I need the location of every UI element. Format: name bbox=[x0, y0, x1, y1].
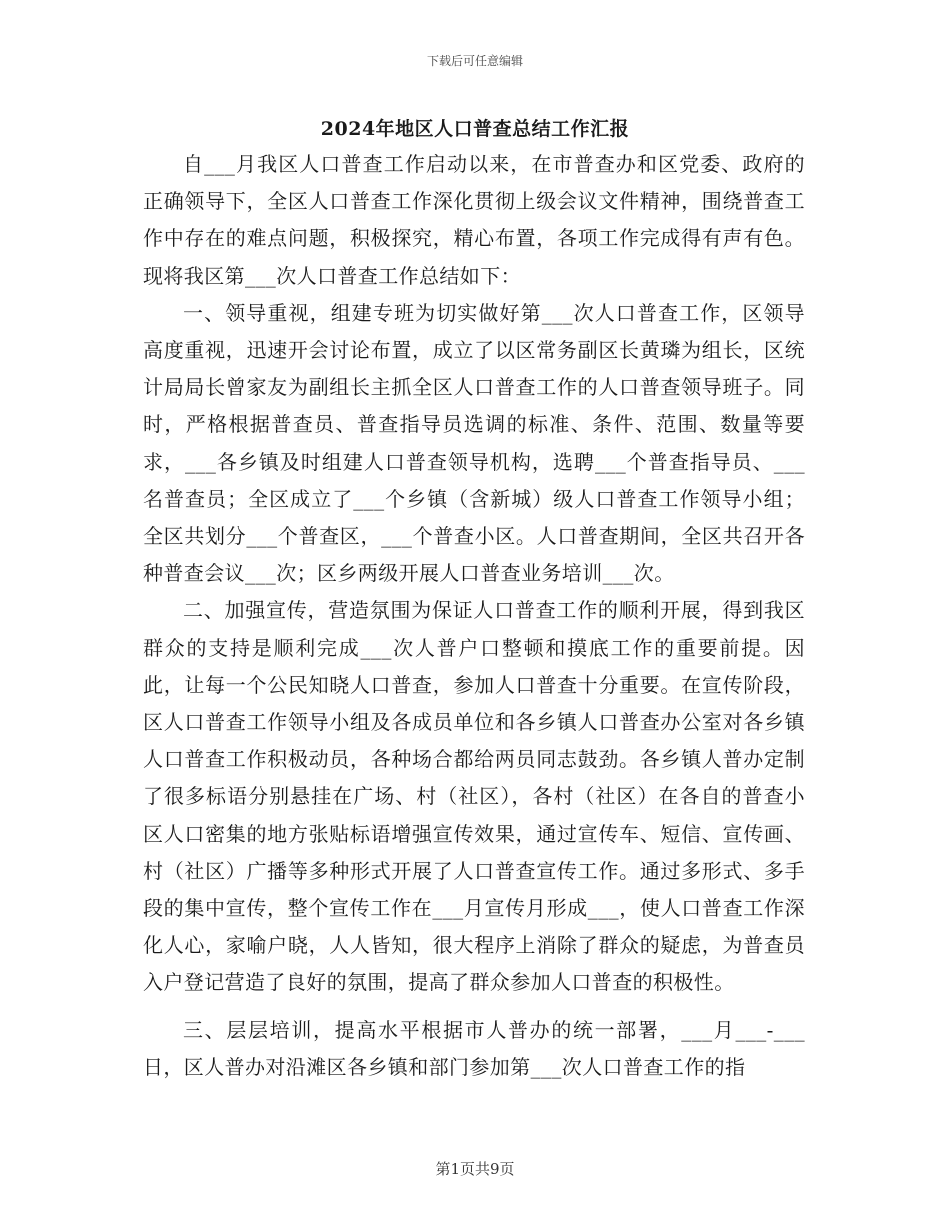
paragraph-intro: 自___月我区人口普查工作启动以来，在市普查办和区党委、政府的正确领导下，全区人口普查工作深化贯彻上级会议文件精神，围绕普查工作中存在的难点问题，积极探究，精心布置，各项工作完成得有声有色。现将我区第___次人口普查工作总结如下： bbox=[143, 152, 805, 288]
paragraph-publicity: 二、加强宣传，营造氛围为保证人口普查工作的顺利开展，得到我区群众的支持是顺利完成___次人普户口整顿和摸底工作的重要前提。因此，让每一个公民知晓人口普查，参加人口普查十分重要。在宣传阶段，区人口普查工作领导小组及各成员单位和各乡镇人口普查办公室对各乡镇人口普查工作积极动员，各种场合都给两员同志鼓劲。各乡镇人普办定制了很多标语分别悬挂在广场、村（社区），各村（社区）在各自的普查小区人口密集的地方张贴标语增强宣传效果，通过宣传车、短信、宣传画、村（社区）广播等多种形式开展了人口普查宣传工作。通过多形式、多手段的集中宣传，整个宣传工作在___月宣传月形成___，使人口普查工作深化人心，家喻户晓，人人皆知，很大程序上消除了群众的疑虑，为普查员入户登记营造了良好的氛围，提高了群众参加人口普查的积极性。 bbox=[143, 598, 805, 995]
document-body bbox=[143, 146, 805, 1086]
header-note: 下载后可任意编辑 bbox=[426, 54, 523, 68]
document-title: 2024年地区人口普查总结工作汇报 bbox=[320, 118, 630, 140]
paragraph-training: 三、层层培训，提高水平根据市人普办的统一部署，___月___-___日，区人普办对沿滩区各乡镇和部门参加第___次人口普查工作的指 bbox=[143, 1017, 805, 1079]
page-footer: 第1页共9页 bbox=[435, 1160, 515, 1178]
paragraph-leadership: 一、领导重视，组建专班为切实做好第___次人口普查工作，区领导高度重视，迅速开会讨论布置，成立了以区常务副区长黄璘为组长，区统计局局长曾家友为副组长主抓全区人口普查工作的人口普查领导班子。同时，严格根据普查员、普查指导员选调的标准、条件、范围、数量等要求，___各乡镇及时组建人口普查领导机构，选聘___个普查指导员、___名普查员；全区成立了___个乡镇（含新城）级人口普查工作领导小组；全区共划分___个普查区，___个普查小区。人口普查期间，全区共召开各种普查会议___次；区乡两级开展人口普查业务培训___次。 bbox=[143, 300, 805, 586]
